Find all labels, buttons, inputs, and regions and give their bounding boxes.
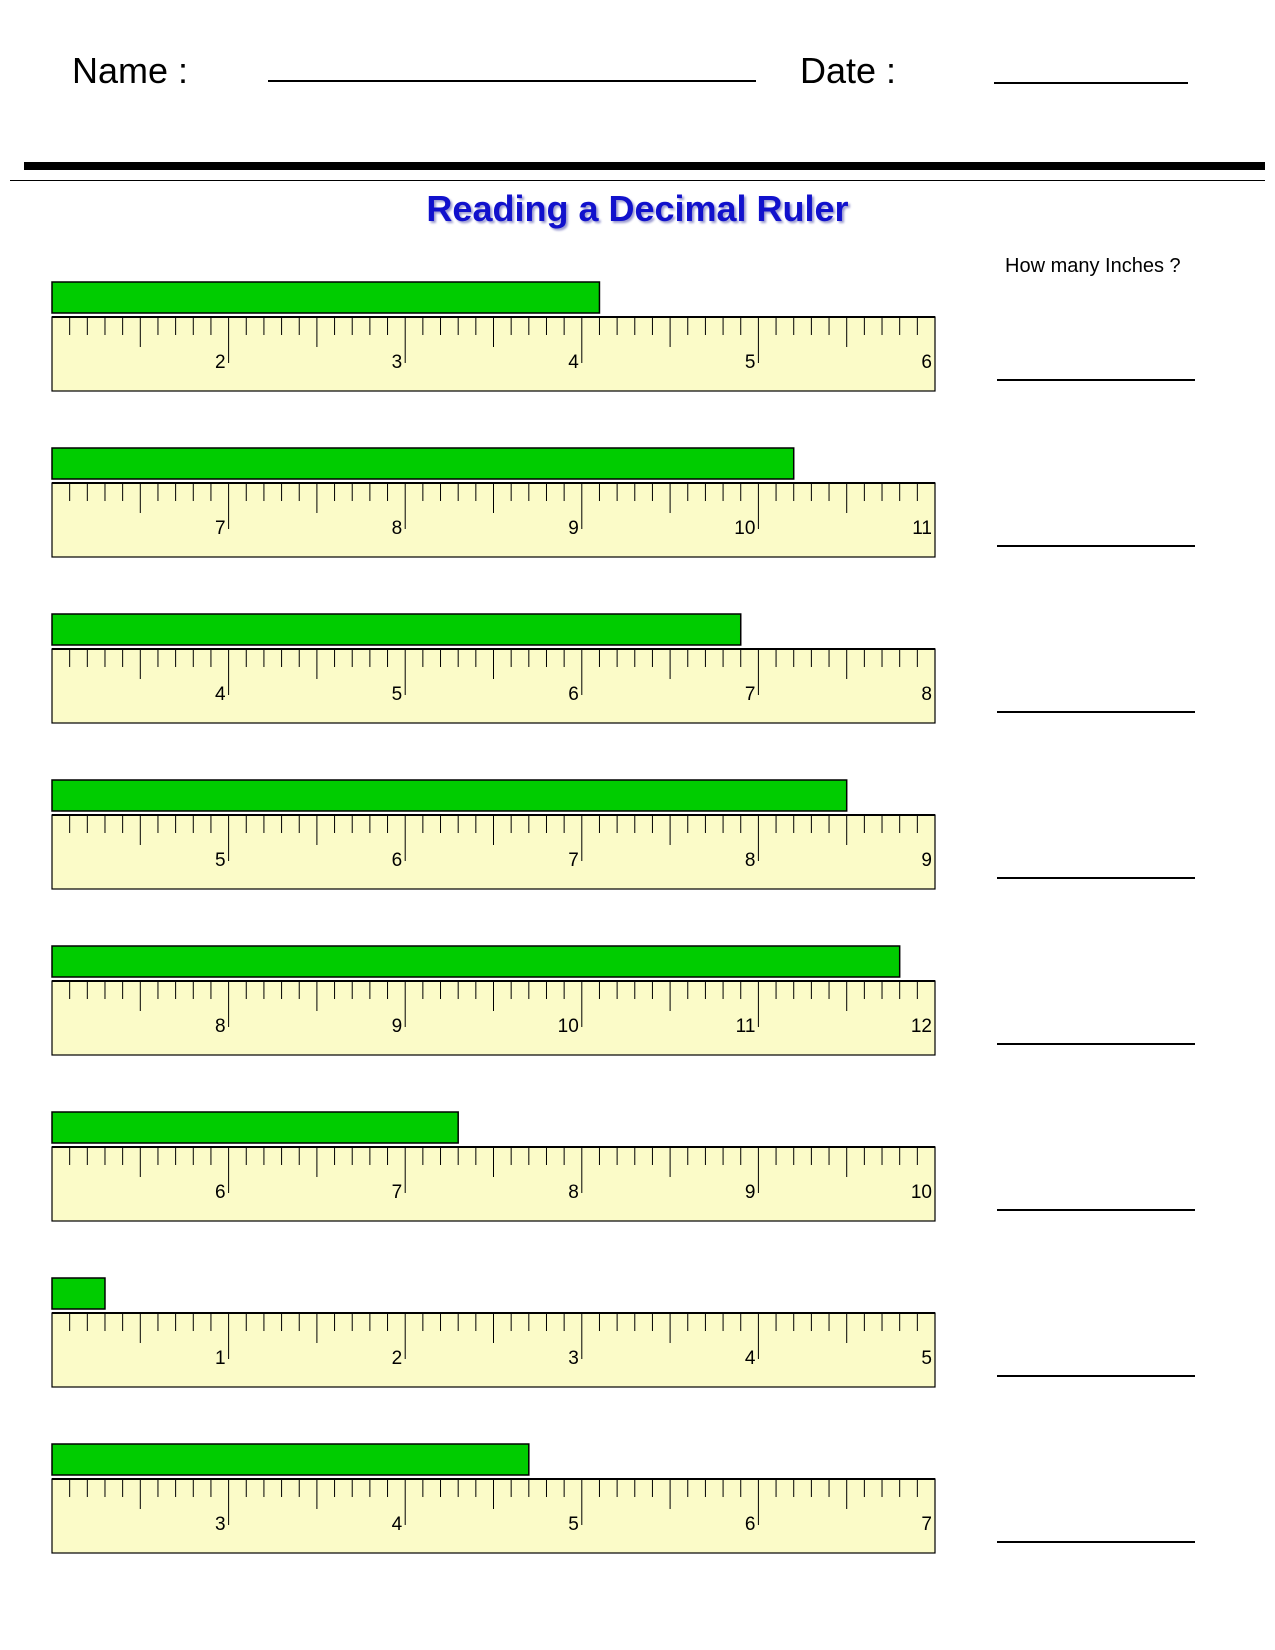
- measured-bar: [52, 614, 741, 645]
- ruler-number-label: 5: [568, 1514, 579, 1535]
- answer-line[interactable]: [997, 1209, 1195, 1211]
- ruler-number-label: 6: [744, 1514, 756, 1535]
- ruler-number-label: 9: [568, 518, 579, 539]
- ruler-number-label: 7: [921, 1514, 932, 1535]
- answer-line[interactable]: [997, 1043, 1195, 1045]
- ruler-number-label: 5: [215, 850, 226, 871]
- name-label: Name :: [72, 50, 189, 91]
- ruler-number-label: 5: [744, 352, 756, 373]
- ruler-number-label: 11: [735, 1016, 756, 1037]
- answer-line[interactable]: [997, 1375, 1195, 1377]
- ruler-number-label: 3: [215, 1514, 226, 1535]
- ruler-number-label: 3: [391, 352, 403, 373]
- measured-bar: [52, 780, 847, 811]
- measured-bar: [52, 946, 900, 977]
- ruler-number-label: 1: [215, 1348, 226, 1369]
- ruler-number-label: 2: [215, 352, 226, 373]
- ruler-number-label: 9: [391, 1016, 403, 1037]
- ruler-number-label: 3: [568, 1348, 579, 1369]
- measured-bar: [52, 448, 794, 479]
- ruler-number-label: 11: [912, 518, 932, 539]
- ruler-number-label: 6: [921, 352, 932, 373]
- ruler-number-label: 10: [734, 518, 756, 539]
- ruler-number-label: 5: [391, 684, 403, 705]
- ruler-number-label: 12: [910, 1016, 932, 1037]
- ruler-number-label: 7: [568, 850, 579, 871]
- ruler-number-label: 8: [215, 1016, 226, 1037]
- ruler-number-label: 7: [215, 518, 226, 539]
- answer-line[interactable]: [997, 1541, 1195, 1543]
- ruler-number-label: 4: [215, 684, 226, 705]
- ruler-number-label: 6: [568, 684, 579, 705]
- measured-bar: [52, 1444, 529, 1475]
- ruler-number-label: 6: [391, 850, 403, 871]
- ruler-number-label: 7: [744, 684, 756, 705]
- ruler-number-label: 9: [921, 850, 932, 871]
- ruler-number-label: 6: [215, 1182, 226, 1203]
- ruler-number-label: 8: [744, 850, 756, 871]
- ruler-number-label: 8: [921, 684, 932, 705]
- ruler-number-label: 5: [921, 1348, 932, 1369]
- ruler-number-label: 10: [557, 1016, 579, 1037]
- ruler-number-label: 4: [568, 352, 579, 373]
- answer-line[interactable]: [997, 545, 1195, 547]
- answer-line[interactable]: [997, 877, 1195, 879]
- answer-column-header: How many Inches ?: [1005, 255, 1181, 277]
- ruler-number-label: 4: [391, 1514, 403, 1535]
- ruler-number-label: 4: [744, 1348, 756, 1369]
- measured-bar: [52, 282, 599, 313]
- ruler-number-label: 10: [910, 1182, 932, 1203]
- measured-bar: [52, 1278, 105, 1309]
- date-label: Date :: [800, 50, 897, 91]
- ruler-number-label: 7: [391, 1182, 403, 1203]
- answer-line[interactable]: [997, 711, 1195, 713]
- ruler-number-label: 8: [391, 518, 403, 539]
- ruler-number-label: 8: [568, 1182, 579, 1203]
- measured-bar: [52, 1112, 458, 1143]
- page-title: Reading a Decimal Ruler: [426, 188, 849, 229]
- ruler-number-label: 2: [391, 1348, 403, 1369]
- ruler-number-label: 9: [744, 1182, 756, 1203]
- answer-line[interactable]: [997, 379, 1195, 381]
